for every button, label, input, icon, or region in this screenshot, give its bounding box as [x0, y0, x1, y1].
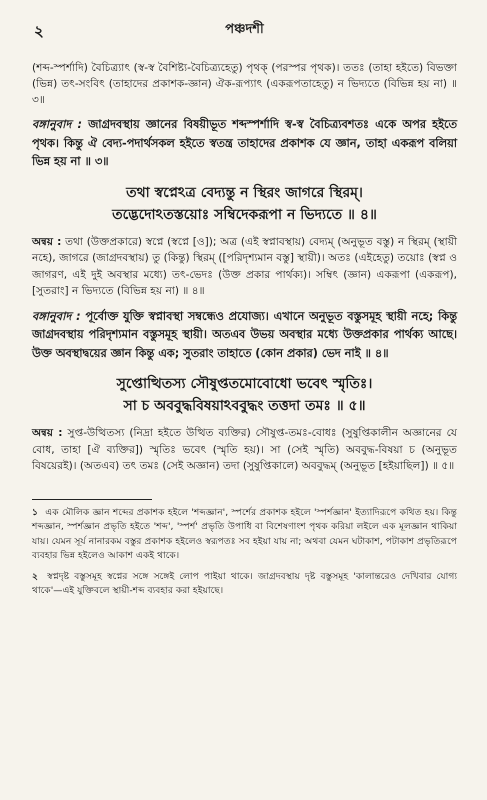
page-title: পঞ্চদশী [225, 22, 264, 37]
bangla-translation-4 [32, 308, 457, 364]
footnote-text: স্বপ্নদৃষ্ট বস্তুসমূহ স্বপ্নের সঙ্গে সঙ্গেই লোপ পাইয়া থাকে। জাগ্রদবস্থায় দৃষ্ট বস্তুসমূহ 'কালান্তরেও দেখিবার যোগ্য থাকে'—এই যুক্তিবলে স্থায়ী-শব্দ ব্যবহার করা হইয়াছে। [32, 570, 458, 596]
verse-4 [32, 182, 457, 226]
footnote-divider [32, 499, 152, 500]
anvaya-3-continuation: (শব্দ-স্পর্শাদি) বৈচিত্র্যাৎ (স্ব-স্ব বৈশিষ্ট্য-বৈচিত্র্যহেতু) পৃথক্ (পরস্পর পৃথক)। ততঃ (তাহা হইতে) বিভক্তা (ভিন্ন) তৎ-সংবিৎ (তাহাদের প্রকাশক-জ্ঞান) ঐক-রূপ্যাৎ (একরূপতাহেতু) ন ভিদ্যতে (বিভিন্ন হয় না) ॥ ৩॥ [32, 62, 457, 106]
page-number: ২ [34, 22, 44, 40]
verse-line: তথা স্বপ্নেঽত্র বেদ্যন্তু ন স্থিরং জাগরে স্থিরম্। [126, 184, 363, 201]
footnote-number: ২ [32, 570, 38, 582]
anvaya-label: অন্বয় : [32, 427, 63, 439]
verse-5 [32, 373, 457, 417]
bangla-label: বঙ্গানুবাদ : [32, 118, 82, 131]
bangla-text: পূর্বোক্ত যুক্তি স্বপ্নাবস্থা সম্বন্ধেও প্রযোজ্য। এখানে অনুভূত বস্তুসমূহ স্থায়ী নহে; কিন্তু জাগ্রদবস্থায় পরিদৃশ্যমান বস্তুসমূহ স্থায়ী। অতএব উভয় অবস্থার মধ্যে উক্তপ্রকার পার্থক্য আছে। উক্ত অবস্থাদ্বয়ের জ্ঞান কিন্তু এক; সুতরাং তাহাতে (কোন প্রকার) ভেদ নাই ॥ ৪॥ [32, 309, 458, 360]
anvaya-5 [32, 425, 457, 475]
footnote-number: ১ [32, 506, 38, 518]
footnote-1 [32, 506, 457, 564]
anvaya-4 [32, 234, 457, 300]
anvaya-text: তথা (উক্তপ্রকারে) স্বপ্নে (স্বপ্নে [ও]); অত্র (এই স্বপ্নাবস্থায়) বেদ্যম্ (অনুভূত বস্তু) ন স্থিরম্ (স্থায়ী নহে), জাগরে (জাগ্রদবস্থায়) তু (কিন্তু) স্থিরম্ ([পরিদৃশ্যমান বস্তু] স্থায়ী)। অতঃ (এইহেতু) তয়োঃ (স্বপ্ন ও জাগরণ, এই দুই অবস্থার মধ্যে) তৎ-ভেদঃ (উক্ত প্রকার পার্থক্য)। সম্বিৎ (জ্ঞান) একরূপা (একরূপ), [সুতরাং] ন ভিদ্যতে (বিভিন্ন হয় না) ॥ ৪॥ [32, 235, 458, 297]
footnote-text: এক মৌলিক জ্ঞান শব্দের প্রকাশক হইলে 'শব্দজ্ঞান', স্পর্শের প্রকাশক হইলে 'স্পর্শজ্ঞান' ইত্যাদিরূপে কথিত হয়। কিন্তু শব্দজ্ঞান, স্পর্শজ্ঞান প্রভৃতি হইতে 'শব্দ', 'স্পর্শ' প্রভৃতি উপাধি বা বিশেষণাংশ পৃথক করিয়া লইলে এক মূলজ্ঞান থাকিয়া যায়। যেমন সূর্য নানারকম বস্তুর প্রকাশক হইলেও স্বরূপতঃ সব হইয়া যায় না; অথবা যেমন ঘটাকাশ, পটাকাশ প্রভৃতিরূপে ব্যবহার ভিন্ন হইলেও আকাশ একই থাকে। [32, 506, 457, 561]
bangla-text: জাগ্রদবস্থায় জ্ঞানের বিষয়ীভূত শব্দস্পর্শাদি স্ব-স্ব বৈচিত্র্যবশতঃ একে অপর হইতে পৃথক। কিন্তু ঐ বেদ্য-পদার্থসকল হইতে স্বতন্ত্র তাহাদের প্রকাশক যে জ্ঞান, তাহা একরূপ বলিয়া ভিন্ন হয় না ॥ ৩॥ [32, 118, 457, 168]
bangla-translation-3 [32, 116, 457, 172]
page-header [32, 18, 457, 40]
verse-line: সুপ্তোত্থিতস্য সৌষুপ্ততমোবোধো ভবেৎ স্মৃতিঃ। [116, 376, 373, 392]
anvaya-text: সুপ্ত-উত্থিতস্য (নিদ্রা হইতে উত্থিত ব্যক্তির) সৌষুপ্ত-তমঃ-বোধঃ (সুষুপ্তিকালীন অজ্ঞানের যে বোধ, তাহা [ঐ ব্যক্তির]) স্মৃতিঃ ভবেৎ (স্মৃতি হয়)। সা (সেই স্মৃতি) অববুদ্ধ-বিষয়া চ (অনুভূত বিষয়েরই)। (অতএব) তৎ তমঃ (সেই অজ্ঞান) তদা (সুষুপ্তিকালে) অববুদ্ধম্ (অনুভূত [হইয়াছিল]) ॥ ৫॥ [32, 427, 457, 472]
verse-line: সা চ অববুদ্ধবিষয়াঽববুদ্ধং তত্তদা তমঃ ॥ ৫॥ [123, 398, 366, 414]
verse-line: তদ্ভেদোঽতস্তয়োঃ সম্বিদেকরূপা ন ভিদ্যতে ॥ ৪॥ [112, 206, 377, 223]
anvaya-label: অন্বয় : [32, 235, 62, 248]
footnote-2 [32, 570, 457, 599]
bangla-label: বঙ্গানুবাদ : [32, 309, 81, 323]
